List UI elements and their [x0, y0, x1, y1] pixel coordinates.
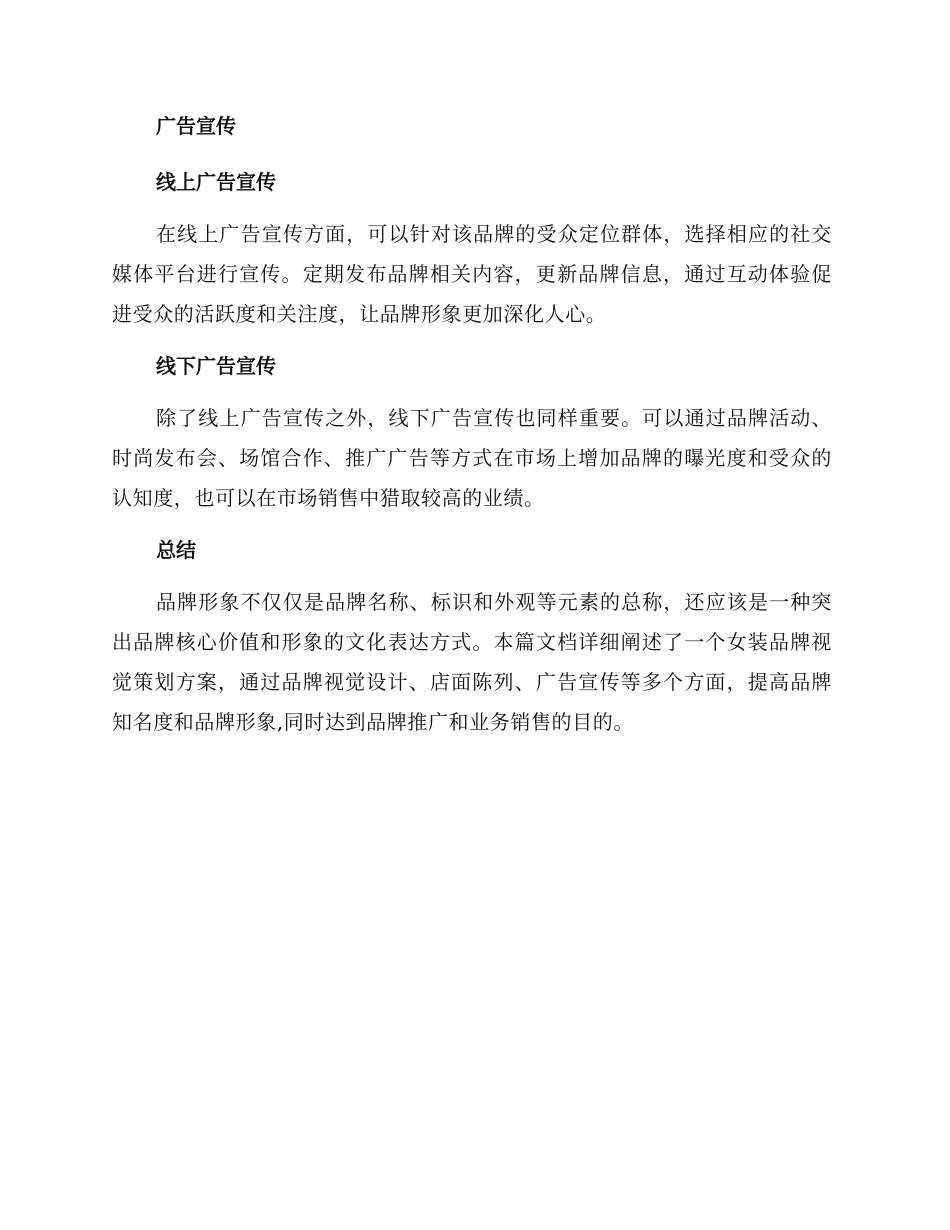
section-heading-offline-advertising: 线下广告宣传	[156, 354, 276, 378]
paragraph-summary: 品牌形象不仅仅是品牌名称、标识和外观等元素的总称，还应该是一种突出品牌核心价值和形象的文化表达方式。本篇文档详细阐述了一个女装品牌视觉策划方案，通过品牌视觉设计、店面陈列、广告宣传等多个方面，提高品牌知名度和品牌形象,同时达到品牌推广和业务销售的目的。	[112, 590, 832, 734]
paragraph-online-advertising: 在线上广告宣传方面，可以针对该品牌的受众定位群体，选择相应的社交媒体平台进行宣传。定期发布品牌相关内容，更新品牌信息，通过互动体验促进受众的活跃度和关注度，让品牌形象更加深化人心。	[112, 222, 832, 326]
section-heading-online-advertising: 线上广告宣传	[156, 170, 276, 194]
section-heading-advertising: 广告宣传	[156, 114, 236, 138]
section-heading-summary: 总结	[156, 538, 196, 562]
document-content	[112, 108, 832, 742]
paragraph-offline-advertising: 除了线上广告宣传之外，线下广告宣传也同样重要。可以通过品牌活动、时尚发布会、场馆合作、推广广告等方式在市场上增加品牌的曝光度和受众的认知度，也可以在市场销售中猎取较高的业绩。	[112, 406, 832, 510]
